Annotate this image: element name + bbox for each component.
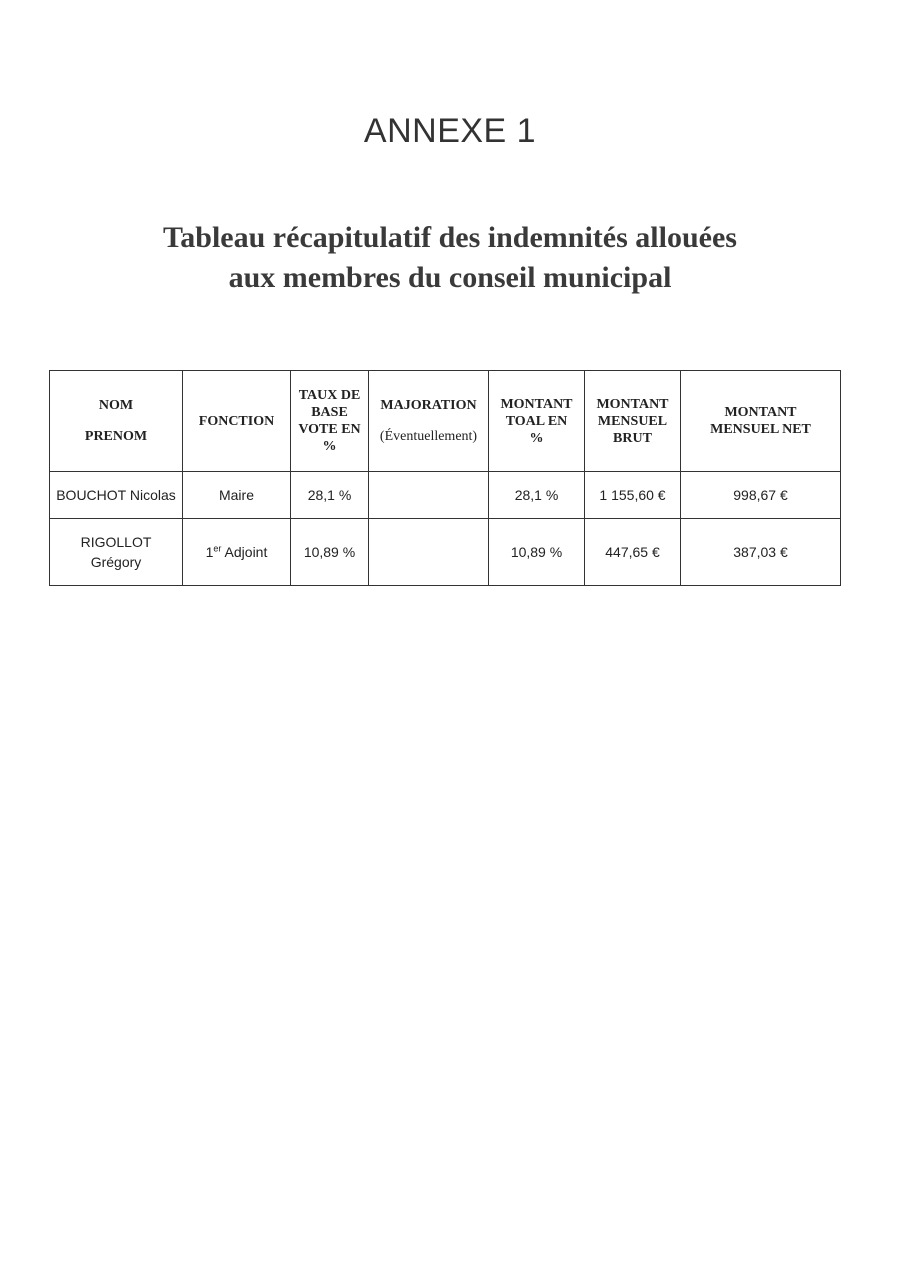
header-prenom: PRENOM (84, 429, 148, 444)
header-montant-net-line: MONTANT (724, 405, 797, 420)
table-row (50, 472, 841, 519)
header-majoration (369, 371, 489, 472)
header-montant-brut (585, 371, 681, 472)
cell-montant-total: 28,1 % (489, 472, 585, 519)
header-montant-total-line: % (529, 430, 544, 446)
annex-title: ANNEXE 1 (363, 112, 537, 150)
header-montant-net-line: MENSUEL NET (710, 422, 811, 437)
header-nom-prenom (50, 371, 183, 472)
cell-nom-prenom (50, 519, 183, 586)
heading-line-2: aux membres du conseil municipal (228, 261, 672, 294)
table-row (50, 519, 841, 586)
cell-montant-net: 998,67 € (681, 472, 841, 519)
cell-montant-net: 387,03 € (681, 519, 841, 586)
header-majoration-label: MAJORATION (380, 398, 477, 413)
cell-majoration (369, 519, 489, 586)
header-montant-brut-line: MENSUEL (597, 413, 668, 429)
heading-line-1: Tableau récapitulatif des indemnités allouées (163, 221, 737, 254)
cell-majoration (369, 472, 489, 519)
document-heading (0, 218, 900, 298)
header-taux-line: VOTE EN (298, 422, 361, 437)
indemnities-table (49, 370, 841, 586)
cell-fonction (183, 519, 291, 586)
header-montant-total (489, 371, 585, 472)
header-montant-brut-line: BRUT (613, 430, 652, 446)
header-taux (291, 371, 369, 472)
cell-montant-total: 10,89 % (489, 519, 585, 586)
header-montant-total-line: TOAL EN (505, 413, 568, 429)
header-taux-line: % (322, 439, 337, 454)
header-majoration-note: (Éventuellement) (379, 429, 478, 444)
header-montant-brut-line: MONTANT (596, 396, 669, 412)
fonction-number: 1 (205, 544, 214, 560)
header-fonction: FONCTION (183, 371, 291, 472)
header-montant-net (681, 371, 841, 472)
cell-montant-brut: 447,65 € (585, 519, 681, 586)
table-header-row (50, 371, 841, 472)
cell-prenom: Grégory (90, 554, 142, 570)
cell-montant-brut: 1 155,60 € (585, 472, 681, 519)
header-montant-total-line: MONTANT (500, 396, 573, 412)
cell-nom-prenom: BOUCHOT Nicolas (50, 472, 183, 519)
cell-taux: 28,1 % (291, 472, 369, 519)
cell-fonction: Maire (183, 472, 291, 519)
cell-taux: 10,89 % (291, 519, 369, 586)
header-nom: NOM (98, 398, 134, 413)
cell-nom: RIGOLLOT (80, 534, 152, 550)
fonction-rest: Adjoint (221, 544, 268, 560)
fonction-ordinal: er (213, 543, 222, 554)
header-taux-line: BASE (311, 405, 348, 420)
header-taux-line: TAUX DE (298, 388, 361, 403)
